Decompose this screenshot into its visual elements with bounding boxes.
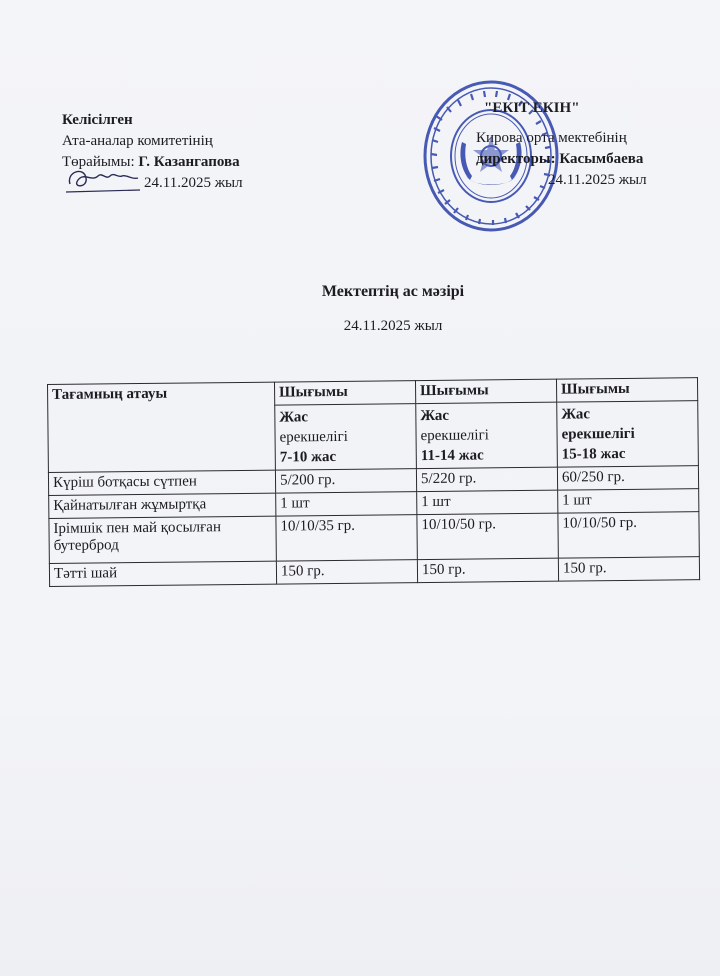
dish-name: Ірімшік пен май қосылған бутерброд — [49, 516, 276, 563]
age-group-1-line1: Жас — [279, 409, 309, 426]
age-group-3-line2: ерекшелігі — [561, 425, 635, 443]
dish-output-7-10: 5/200 гр. — [275, 469, 416, 493]
age-group-2 — [416, 402, 558, 468]
document-date: 24.11.2025 жыл — [343, 318, 443, 334]
dish-output-7-10: 1 шт — [276, 492, 417, 516]
signature-image — [62, 158, 142, 198]
dish-output-11-14: 1 шт — [417, 490, 558, 514]
dish-output-11-14: 10/10/50 гр. — [417, 513, 558, 559]
approval-left-date: 24.11.2025 жыл — [144, 175, 243, 191]
age-group-2-line2: ерекшелігі — [420, 427, 489, 445]
document-title: Мектептің ас мәзірі — [321, 283, 465, 300]
approval-left-name: Г. Казангапова — [138, 154, 240, 170]
approval-right-top-line: "ЕКІТ ЕКІН" — [484, 100, 580, 116]
header-output-2: Шығымы — [415, 379, 556, 403]
approval-left-role: Төрайымы: — [62, 154, 135, 170]
dish-output-15-18: 1 шт — [558, 489, 699, 513]
age-group-3-line1: Жас — [561, 406, 591, 423]
dish-name: Тәтті шай — [49, 561, 276, 586]
age-group-1 — [275, 404, 417, 470]
age-group-1-line3: 7-10 жас — [279, 448, 337, 466]
header-output-1: Шығымы — [274, 381, 415, 405]
dish-output-15-18: 10/10/50 гр. — [558, 512, 699, 558]
approval-right-line2: Кирова орта мектебінің — [476, 130, 627, 146]
table-row — [49, 512, 699, 564]
menu-table — [47, 377, 700, 587]
age-group-2-line3: 11-14 жас — [420, 447, 484, 465]
dish-output-15-18: 60/250 гр. — [557, 466, 698, 490]
header-output-3: Шығымы — [556, 378, 697, 402]
approval-right-line3: директоры: Касымбаева — [476, 151, 644, 167]
dish-name: Қайнатылған жұмыртқа — [49, 493, 276, 518]
age-group-3-line3: 15-18 жас — [561, 445, 626, 463]
header-dish-name: Тағамның атауы — [48, 382, 276, 472]
age-group-1-line2: ерекшелігі — [279, 428, 348, 446]
age-group-2-line1: Жас — [420, 407, 450, 425]
approval-right-block — [476, 98, 716, 191]
approval-right-date: 24.11.2025 жыл — [548, 172, 647, 188]
approval-left-heading: Келісілген — [62, 112, 133, 128]
dish-output-15-18: 150 гр. — [558, 557, 699, 581]
dish-output-7-10: 10/10/35 гр. — [276, 515, 417, 561]
dish-output-11-14: 5/220 гр. — [416, 467, 557, 491]
age-group-3 — [557, 401, 699, 467]
approval-left-line1: Ата-аналар комитетінің — [62, 133, 213, 149]
dish-output-11-14: 150 гр. — [417, 558, 558, 582]
dish-output-7-10: 150 гр. — [276, 560, 417, 584]
dish-name: Күріш ботқасы сүтпен — [48, 470, 275, 495]
